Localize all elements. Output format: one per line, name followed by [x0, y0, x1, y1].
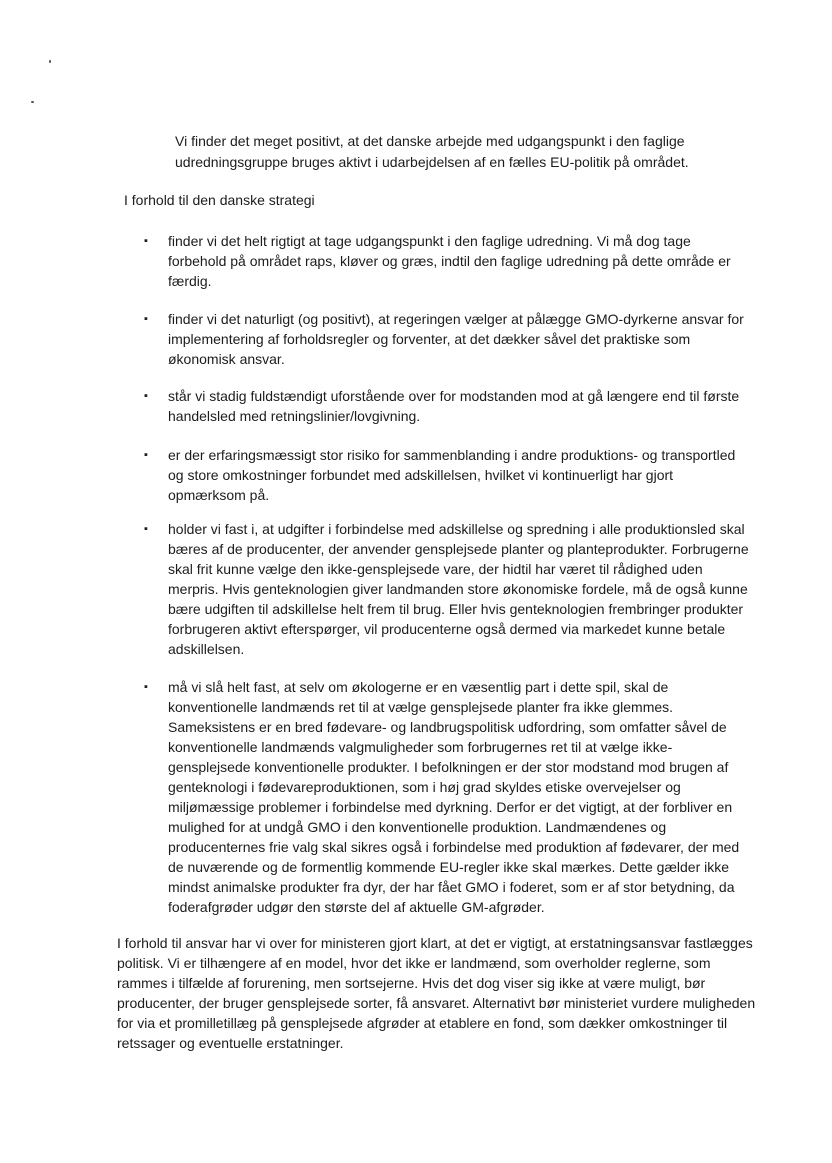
bullet-icon: ▪ [144, 313, 148, 325]
bullet-icon: ▪ [144, 235, 148, 247]
bullet-icon: ▪ [144, 681, 148, 693]
liability-paragraph: I forhold til ansvar har vi over for ministeren gjort klart, at det er vigtigt, at erstatningsansvar fastlægges politisk. Vi er tilhængere af en model, hvor det ikke er landmænd, som overholder reglerne, som rammes i tilfælde af forurening, men sortsejerne. Hvis det dog viser sig ikke at være muligt, bør producenter, der bruger gensplejsede sorter, få ansvaret. Alternativt bør ministeriet vurdere muligheden for via et promilletillæg på gensplejsede afgrøder at etablere en fond, som dækker omkostninger til retssager og eventuelle erstatninger. [117, 935, 756, 1051]
bullet-icon: ▪ [144, 390, 148, 402]
intro-paragraph: Vi finder det meget positivt, at det danske arbejde med udgangspunkt i den faglige udredningsgruppe bruges aktivt i udarbejdelsen af en fælles EU-politik på området. [175, 133, 689, 170]
bullet-icon: ▪ [144, 523, 148, 535]
bullet-text: finder vi det naturligt (og positivt), at regeringen vælger at pålægge GMO-dyrkerne ansvar for implementering af forholdsregler og forventer, at det dækker såvel det praktiske som økonomisk ansvar. [168, 311, 744, 367]
bullet-text: holder vi fast i, at udgifter i forbindelse med adskillelse og spredning i alle produktionsled skal bæres af de producenter, der anvender gensplejsede planter og planteprodukter. Forbrugerne skal frit kunne vælge den ikke-gensplejsede vare, der hidtil har været til rådighed uden merpris. Hvis genteknologien giver landmanden store økonomiske fordele, må de også kunne bære udgiften til adskillelse helt frem til brug. Eller hvis genteknologien frembringer produkter forbrugeren aktivt efterspørger, vil producenterne også dermed via markedet kunne betale adskillelsen. [168, 521, 749, 657]
bullet-text: står vi stadig fuldstændigt uforstående over for modstanden mod at gå længere end til første handelsled med retningslinier/lovgivning. [168, 388, 740, 424]
bullet-text: er der erfaringsmæssigt stor risiko for sammenblanding i andre produktions- og transportled og store omkostninger forbundet med adskillelsen, hvilket vi kontinuerligt har gjort opmærksom på. [168, 447, 736, 503]
bullet-icon: ▪ [144, 449, 148, 461]
bullet-text: finder vi det helt rigtigt at tage udgangspunkt i den faglige udredning. Vi må dog tage forbehold på området raps, kløver og græs, indtil den faglige udredning på dette område er færdig. [168, 233, 731, 289]
bullet-text: må vi slå helt fast, at selv om økologerne er en væsentlig part i dette spil, skal de konventionelle landmænds ret til at vælge gensplejsede planter fra ikke glemmes. Sameksistens er en bred fødevare- og landbrugspolitisk udfordring, som omfatter såvel de konventionelle landmænds valgmuligheder som forbrugernes ret til at vælge ikke-gensplejsede konventionelle produkter. I befolkningen er der stor modstand mod brugen af genteknologi i fødevareproduktionen, som i høj grad skyldes etiske overvejelser og miljømæssige problemer i forbindelse med dyrkning. Derfor er det vigtigt, at der forbliver en mulighed for at undgå GMO i den konventionelle produktion. Landmændenes og producenternes frie valg skal sikres også i forbindelse med produktion af fødevarer, der med de nuværende og de formentlig kommende EU-regler ikke skal mærkes. Dette gælder ikke mindst animalske produkter fra dyr, der har fået GMO i foderet, som er af stor betydning, da foderafgrøder udgør den største del af aktuelle GM-afgrøder. [168, 679, 740, 915]
strategy-lead-in: I forhold til den danske strategi [124, 192, 315, 208]
